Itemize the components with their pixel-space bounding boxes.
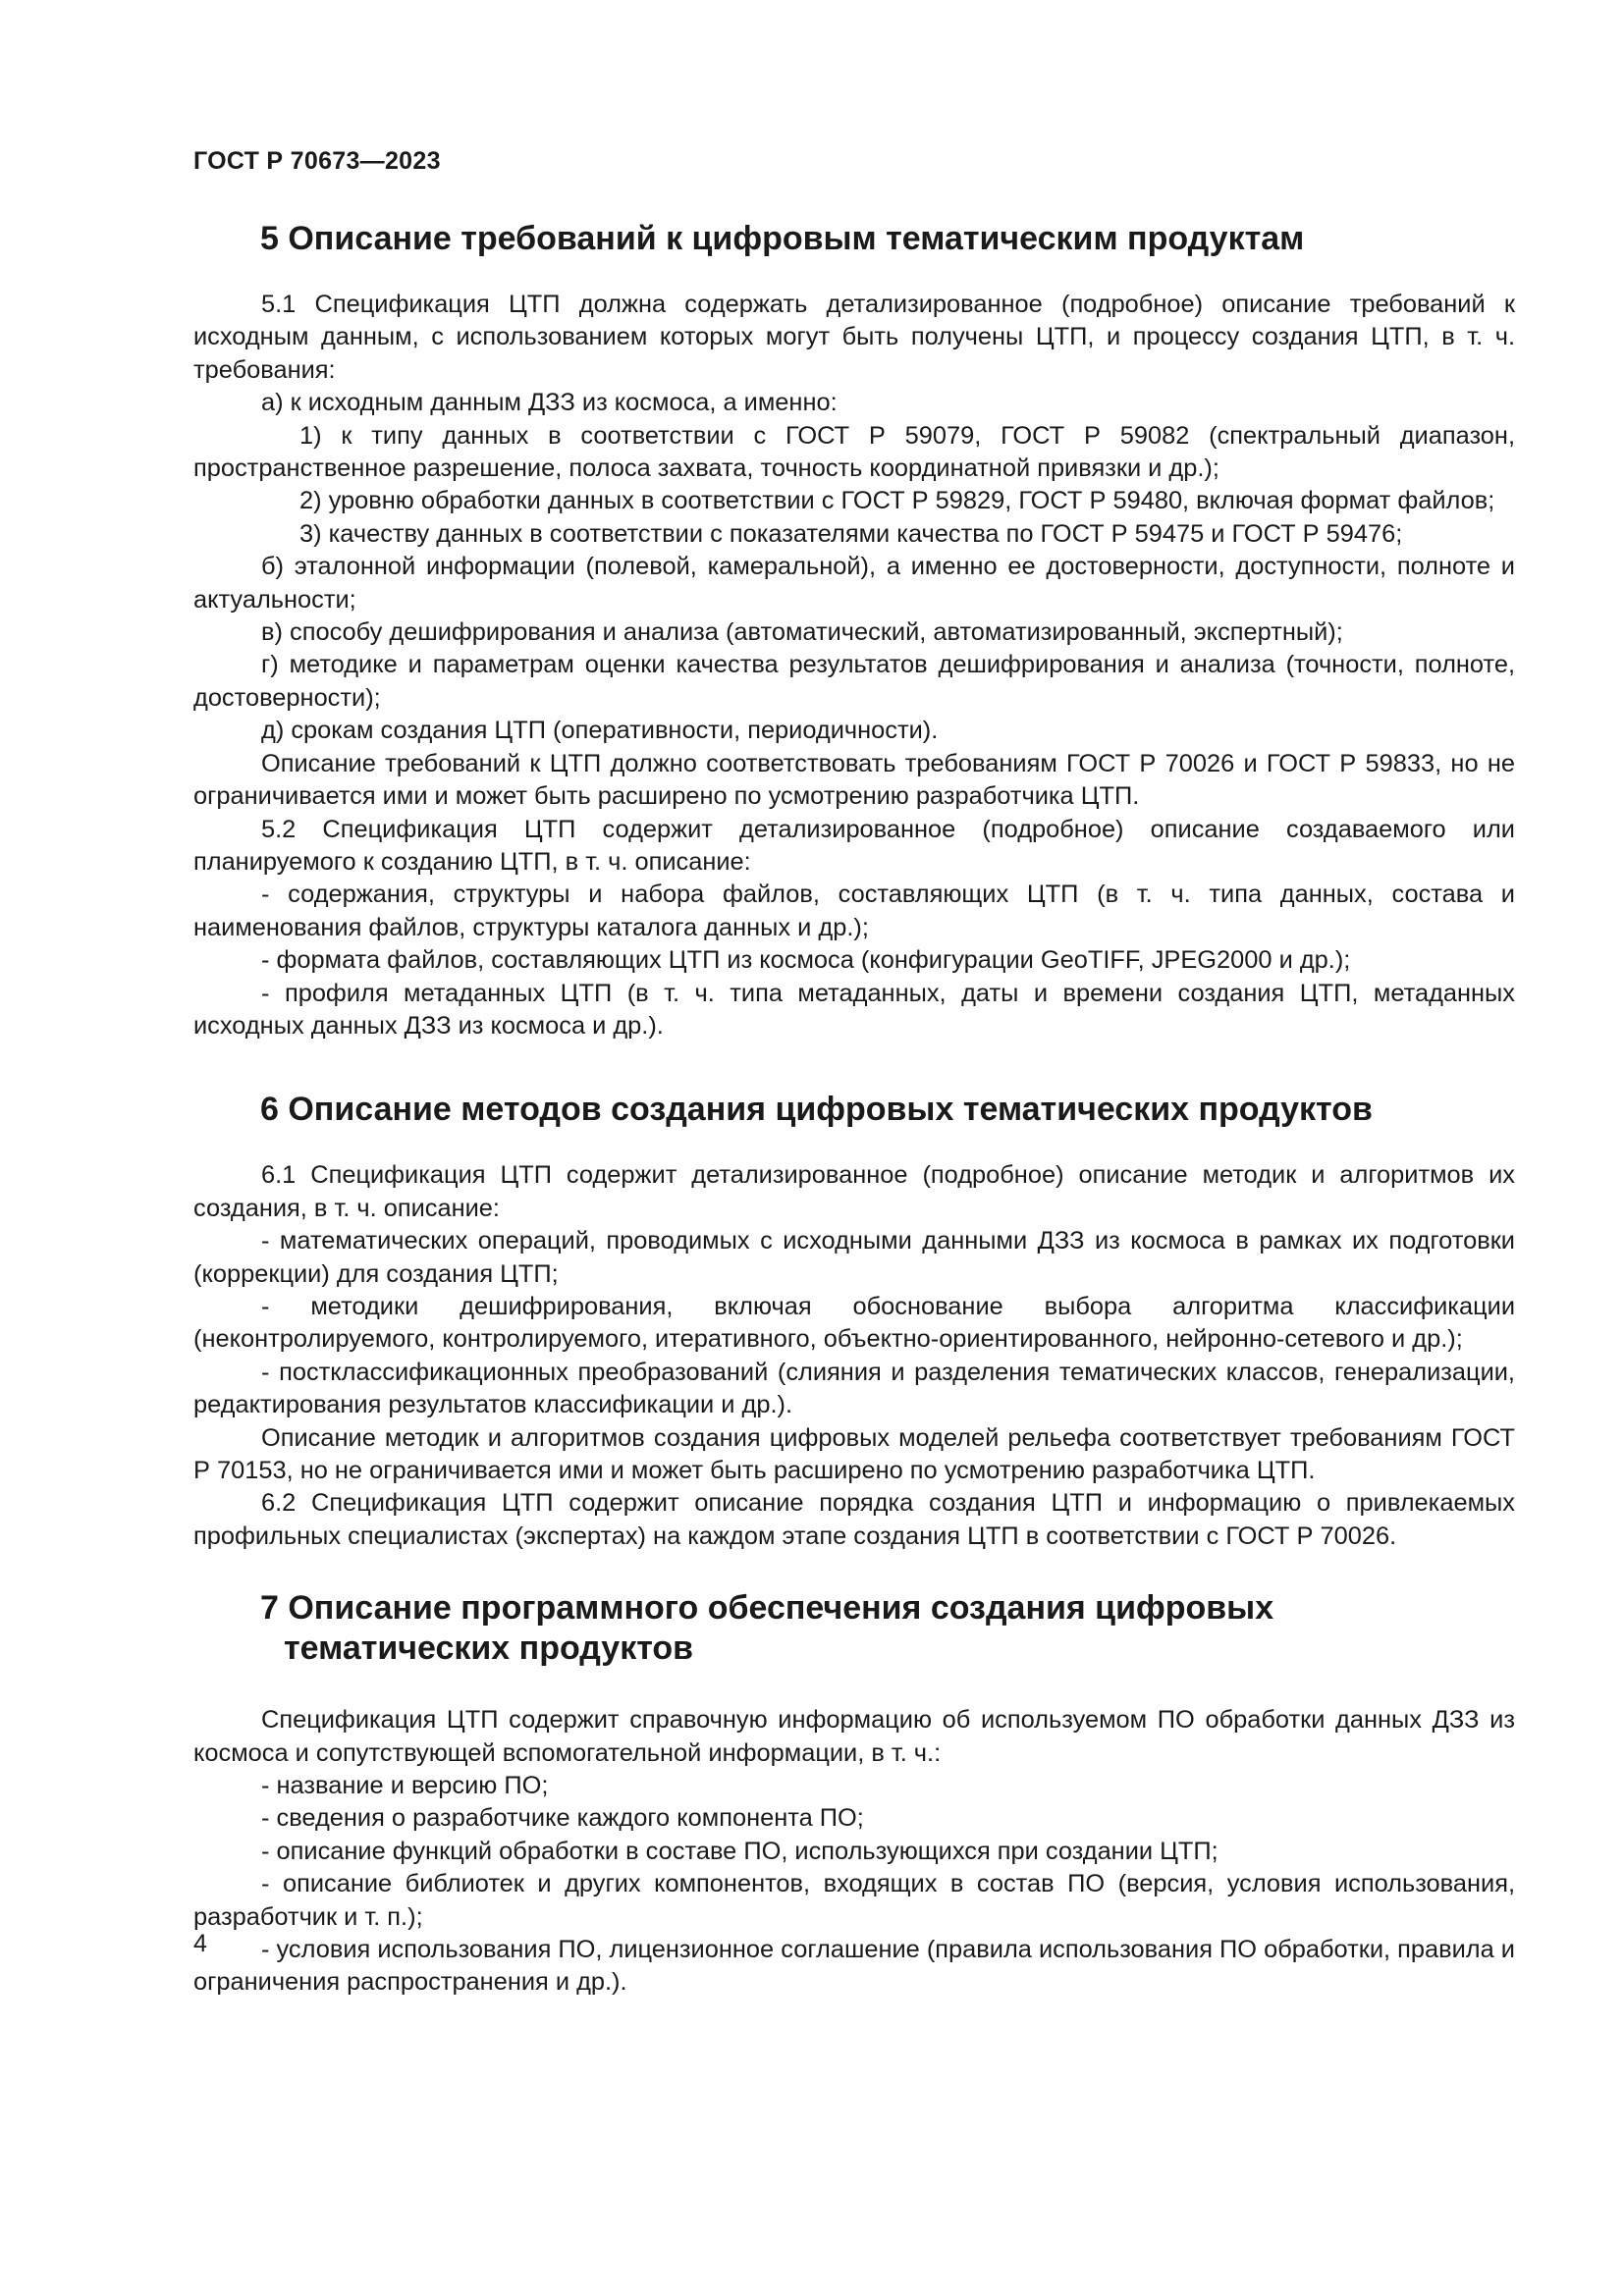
list-item: а) к исходным данным ДЗЗ из космоса, а именно: (261, 389, 838, 417)
list-item: в) способу дешифрирования и анализа (автоматический, автоматизированный, экспертный); (261, 618, 1343, 647)
paragraph: Описание методик и алгоритмов создания цифровых моделей рельефа соответствует требованиям ГОСТ Р 70153, но не ограничивается ими и может быть расширено по усмотрению разработчика ЦТП. (193, 1423, 1515, 1484)
list-item: - описание библиотек и других компонентов, входящих в состав ПО (версия, условия использования, разработчик и т. п.); (193, 1870, 1515, 1931)
list-item: - условия использования ПО, лицензионное соглашение (правила использования ПО обработки, правила и ограничения распространения и др.). (193, 1936, 1515, 1997)
list-item: - описание функций обработки в составе ПО, использующихся при создании ЦТП; (261, 1837, 1218, 1865)
list-item: б) эталонной информации (полевой, камеральной), а именно ее достоверности, доступности, полноте и актуальности; (193, 553, 1515, 614)
list-item: 2) уровню обработки данных в соответствии с ГОСТ Р 59829, ГОСТ Р 59480, включая формат файлов; (299, 487, 1495, 515)
list-item: - содержания, структуры и набора файлов, составляющих ЦТП (в т. ч. типа данных, состава и наименования файлов, структуры каталога данных и др.); (193, 881, 1515, 941)
paragraph: Описание требований к ЦТП должно соответствовать требованиям ГОСТ Р 70026 и ГОСТ Р 59833, но не ограничивается ими и может быть расширено по усмотрению разработчика ЦТП. (193, 749, 1515, 811)
section-6-heading: 6 Описание методов создания цифровых тематических продуктов (260, 1091, 1373, 1129)
list-item: 1) к типу данных в соответствии с ГОСТ Р 59079, ГОСТ Р 59082 (спектральный диапазон, пространственное разрешение, полоса захвата, точность координатной привязки и др.); (193, 421, 1515, 483)
paragraph: 5.1 Спецификация ЦТП должна содержать детализированное (подробное) описание требований к исходным данным, с использованием которых могут быть получены ЦТП, и процессу создания ЦТП, в т. ч. требования: (193, 291, 1515, 384)
list-item: - формата файлов, составляющих ЦТП из космоса (конфигурации GeoTIFF, JPEG2000 и др.); (261, 946, 1351, 975)
list-item: - название и версию ПО; (261, 1772, 549, 1800)
paragraph: Спецификация ЦТП содержит справочную информацию об используемом ПО обработки данных ДЗЗ из космоса и сопутствующей вспомогательной информации, в т. ч.: (193, 1706, 1515, 1767)
section-7-heading (193, 1588, 1515, 1669)
section-5-heading: 5 Описание требований к цифровым тематическим продуктам (260, 220, 1305, 257)
section-7-heading-line-2: тематических продуктов (284, 1629, 694, 1668)
page-number: 4 (193, 1930, 207, 1957)
paragraph: 6.1 Спецификация ЦТП содержит детализированное (подробное) описание методик и алгоритмов их создания, в т. ч. описание: (193, 1161, 1515, 1222)
paragraph: 5.2 Спецификация ЦТП содержит детализированное (подробное) описание создаваемого или планируемого к созданию ЦТП, в т. ч. описание: (193, 815, 1515, 876)
list-item: 3) качеству данных в соответствии с показателями качества по ГОСТ Р 59475 и ГОСТ Р 59476; (299, 519, 1403, 548)
paragraph: 6.2 Спецификация ЦТП содержит описание порядка создания ЦТП и информацию о привлекаемых профильных специалистах (экспертах) на каждом этапе создания ЦТП в соответствии с ГОСТ Р 70026. (193, 1489, 1515, 1550)
list-item: - профиля метаданных ЦТП (в т. ч. типа метаданных, даты и времени создания ЦТП, метаданных исходных данных ДЗЗ из космоса и др.). (193, 979, 1515, 1040)
list-item: - сведения о разработчике каждого компонента ПО; (261, 1804, 864, 1833)
list-item: - постклассификационных преобразований (слияния и разделения тематических классов, генерализации, редактирования результатов классификации и др.). (193, 1358, 1515, 1419)
list-item: - математических операций, проводимых с исходными данными ДЗЗ из космоса в рамках их подготовки (коррекции) для создания ЦТП; (193, 1227, 1515, 1288)
list-item: г) методике и параметрам оценки качества результатов дешифрирования и анализа (точности, полноте, достоверности); (193, 651, 1515, 712)
section-7-heading-line-1: 7 Описание программного обеспечения создания цифровых (260, 1589, 1274, 1628)
list-item: - методики дешифрирования, включая обоснование выбора алгоритма классификации (неконтролируемого, контролируемого, итеративного, объектно-ориентированного, нейронно-сетевого и др.); (193, 1292, 1515, 1354)
document-code: ГОСТ Р 70673—2023 (193, 147, 441, 175)
page-content (193, 147, 1515, 2000)
list-item: д) срокам создания ЦТП (оперативности, периодичности). (261, 717, 939, 745)
